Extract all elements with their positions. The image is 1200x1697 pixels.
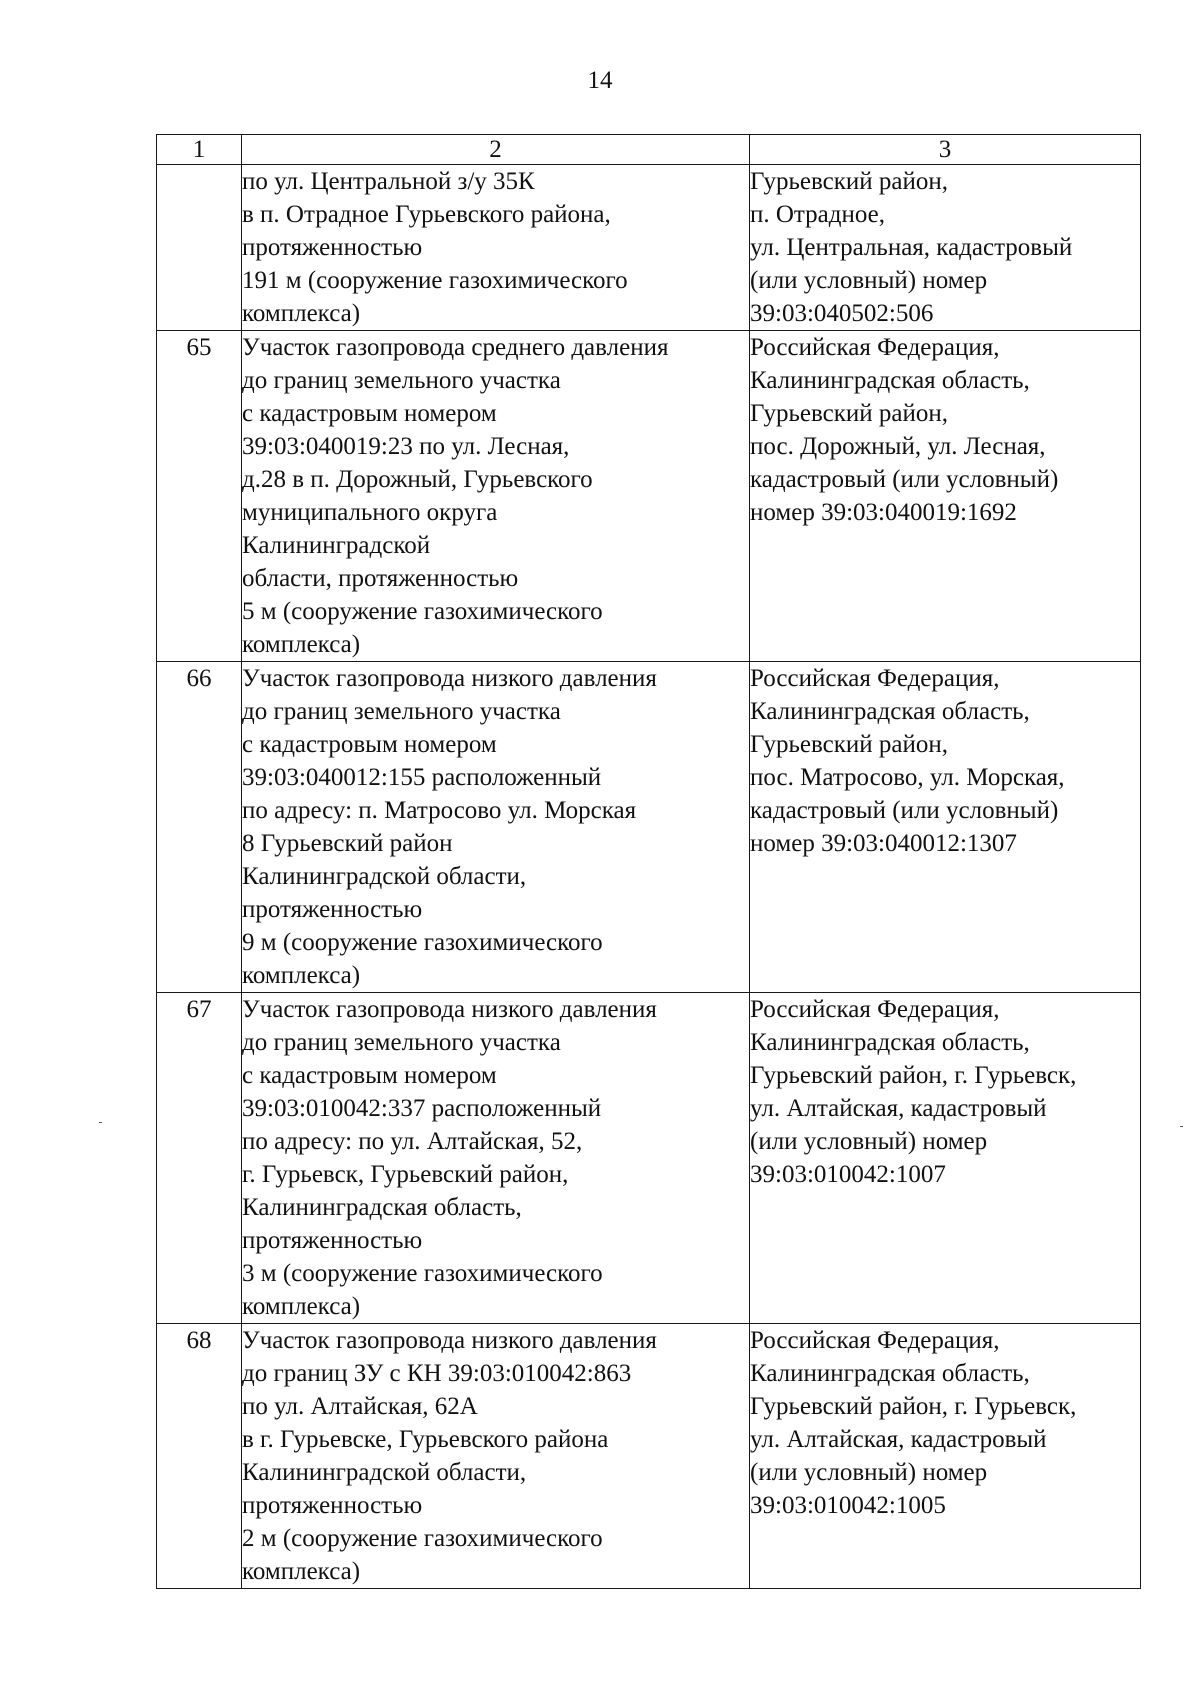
table-row — [157, 1324, 1141, 1589]
table-row — [157, 662, 1141, 993]
row-number: 68 — [157, 1324, 242, 1589]
table-row — [157, 165, 1141, 331]
object-location: Российская Федерация, Калининградская область, Гурьевский район, г. Гурьевск, ул. Алтайская, кадастровый (или условный) номер 39:03:010042:1005 — [750, 1324, 1141, 1589]
column-header-2: 2 — [242, 135, 750, 165]
property-table — [156, 134, 1141, 1589]
table-header-row — [157, 135, 1141, 165]
scan-mark-left — [99, 1122, 102, 1123]
object-description: Участок газопровода низкого давления до границ земельного участка с кадастровым номером 39:03:040012:155 расположенный по адресу: п. Матросово ул. Морская 8 Гурьевский район Калининградской области, протяженностью 9 м (сооружение газохимического комплекса) — [242, 662, 750, 993]
table-row — [157, 331, 1141, 662]
scan-mark-right — [1180, 1126, 1183, 1127]
row-number — [157, 165, 242, 331]
object-location: Российская Федерация, Калининградская область, Гурьевский район, г. Гурьевск, ул. Алтайская, кадастровый (или условный) номер 39:03:010042:1007 — [750, 993, 1141, 1324]
object-description: Участок газопровода низкого давления до границ земельного участка с кадастровым номером 39:03:010042:337 расположенный по адресу: по ул. Алтайская, 52, г. Гурьевск, Гурьевский район, Калининградская область, протяженностью 3 м (сооружение газохимического комплекса) — [242, 993, 750, 1324]
object-location: Российская Федерация, Калининградская область, Гурьевский район, пос. Дорожный, ул. Лесная, кадастровый (или условный) номер 39:03:040019:1692 — [750, 331, 1141, 662]
object-description: по ул. Центральной з/у 35К в п. Отрадное Гурьевского района, протяженностью 191 м (сооружение газохимического комплекса) — [242, 165, 750, 331]
row-number: 67 — [157, 993, 242, 1324]
object-description: Участок газопровода низкого давления до границ ЗУ с КН 39:03:010042:863 по ул. Алтайская, 62А в г. Гурьевске, Гурьевского района Калининградской области, протяженностью 2 м (сооружение газохимического комплекса) — [242, 1324, 750, 1589]
row-number: 66 — [157, 662, 242, 993]
table-row — [157, 993, 1141, 1324]
page-number: 14 — [587, 67, 613, 94]
object-location: Российская Федерация, Калининградская область, Гурьевский район, пос. Матросово, ул. Морская, кадастровый (или условный) номер 39:03:040012:1307 — [750, 662, 1141, 993]
column-header-3: 3 — [750, 135, 1141, 165]
object-location: Гурьевский район, п. Отрадное, ул. Центральная, кадастровый (или условный) номер 39:03:040502:506 — [750, 165, 1141, 331]
column-header-1: 1 — [157, 135, 242, 165]
object-description: Участок газопровода среднего давления до границ земельного участка с кадастровым номером 39:03:040019:23 по ул. Лесная, д.28 в п. Дорожный, Гурьевского муниципального округа Калининградской области, протяженностью 5 м (сооружение газохимического комплекса) — [242, 331, 750, 662]
row-number: 65 — [157, 331, 242, 662]
